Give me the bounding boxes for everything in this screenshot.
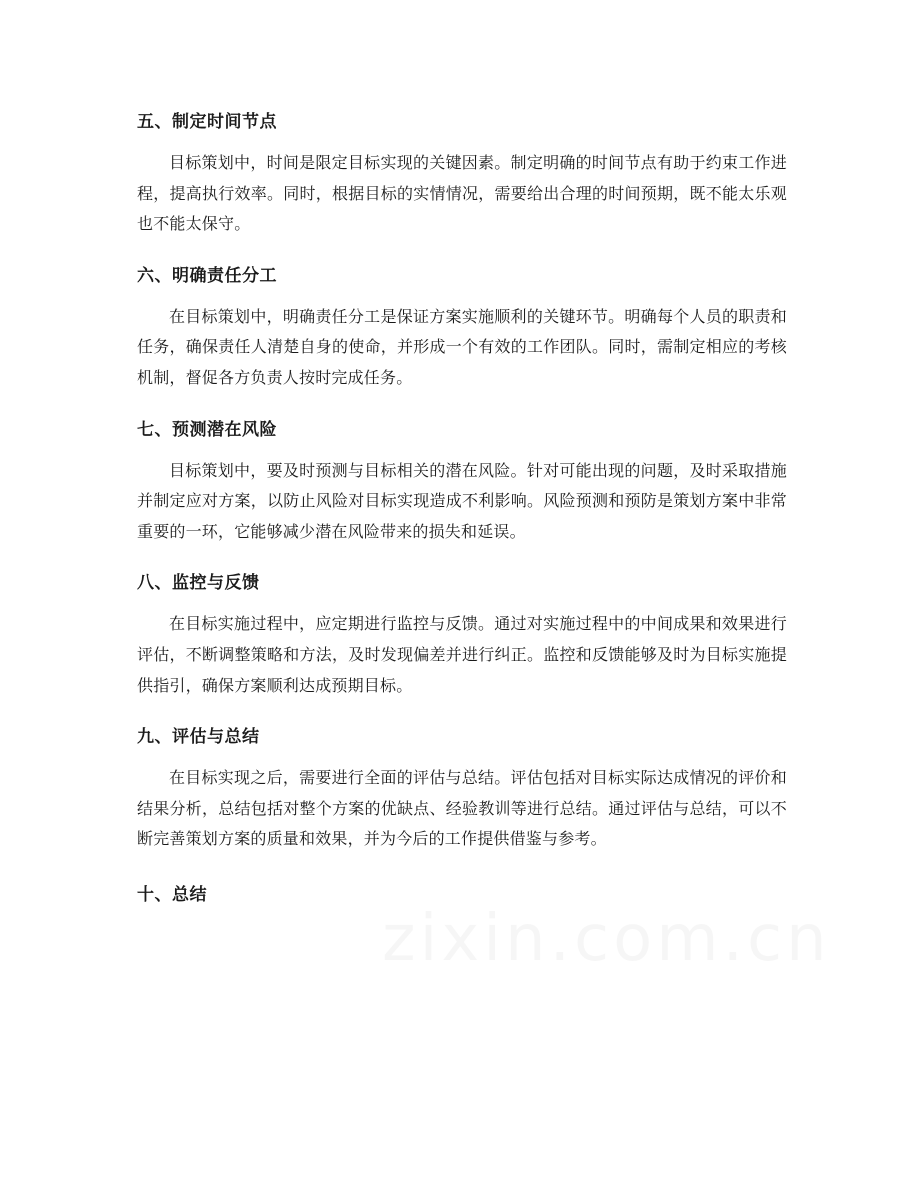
section-heading: 十、总结 (137, 884, 207, 905)
section-7 (137, 412, 787, 548)
section-heading: 六、明确责任分工 (137, 265, 277, 286)
section-paragraph: 目标策划中，时间是限定目标实现的关键因素。制定明确的时间节点有助于约束工作进程，提高执行效率。同时，根据目标的实情情况，需要给出合理的时间预期，既不能太乐观也不能太保守。 (137, 153, 787, 234)
section-paragraph: 目标策划中，要及时预测与目标相关的潜在风险。针对可能出现的问题，及时采取措施并制定应对方案，以防止风险对目标实现造成不利影响。风险预测和预防是策划方案中非常重要的一环，它能够减少潜在风险带来的损失和延误。 (137, 460, 787, 541)
section-paragraph: 在目标策划中，明确责任分工是保证方案实施顺利的关键环节。明确每个人员的职责和任务，确保责任人清楚自身的使命，并形成一个有效的工作团队。同时，需制定相应的考核机制，督促各方负责人按时完成任务。 (137, 306, 787, 387)
document-content (137, 104, 787, 921)
section-8 (137, 565, 787, 701)
section-heading: 九、评估与总结 (137, 727, 260, 748)
section-paragraph: 在目标实现之后，需要进行全面的评估与总结。评估包括对目标实际达成情况的评价和结果分析，总结包括对整个方案的优缺点、经验教训等进行总结。通过评估与总结，可以不断完善策划方案的质量和效果，并为今后的工作提供借鉴与参考。 (137, 768, 787, 849)
section-paragraph: 在目标实施过程中，应定期进行监控与反馈。通过对实施过程中的中间成果和效果进行评估，不断调整策略和方法，及时发现偏差并进行纠正。监控和反馈能够及时为目标实施提供指引，确保方案顺利达成预期目标。 (137, 614, 787, 695)
section-heading: 八、监控与反馈 (137, 573, 260, 594)
section-heading: 五、制定时间节点 (137, 112, 277, 132)
section-9 (137, 719, 787, 855)
section-5 (137, 104, 787, 240)
section-heading: 七、预测潜在风险 (137, 419, 277, 440)
section-6 (137, 258, 787, 394)
section-10 (137, 877, 787, 913)
